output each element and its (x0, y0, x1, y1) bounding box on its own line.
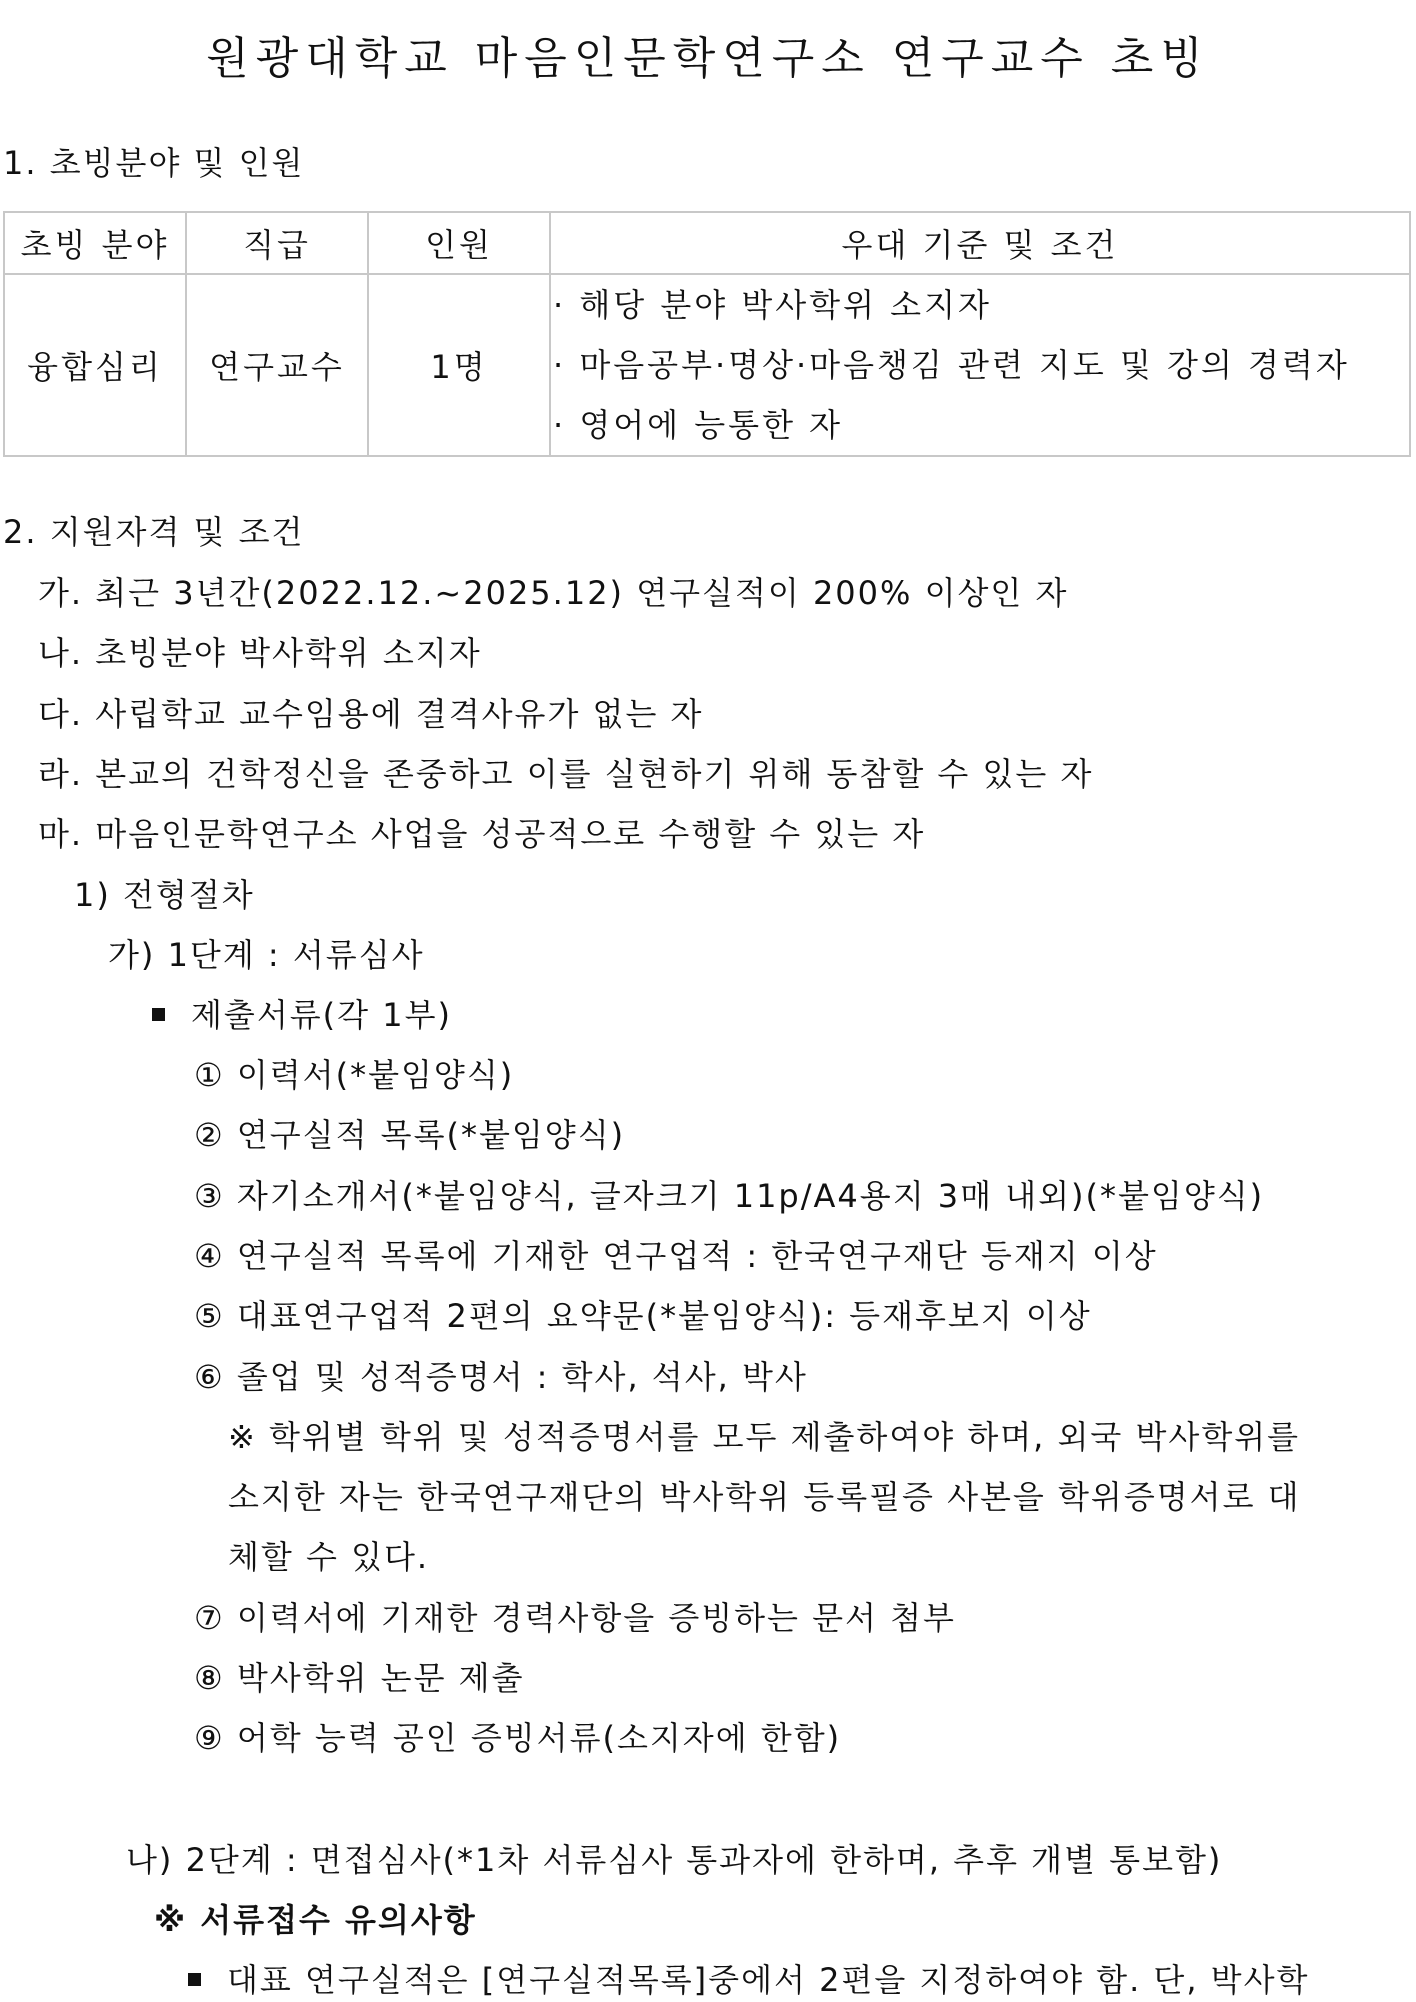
qualification-item: 라. 본교의 건학정신을 존중하고 이를 실현하기 위해 동참할 수 있는 자 (38, 755, 1094, 793)
document-item: ① 이력서(*붙임양식) (194, 1056, 515, 1094)
document-item: ⑦ 이력서에 기재한 경력사항을 증빙하는 문서 첨부 (194, 1599, 956, 1637)
cell-conditions (550, 274, 1410, 456)
condition-item: · 영어에 능통한 자 (553, 406, 844, 444)
document-item: ⑤ 대표연구업적 2편의 요약문(*붙임양식): 등재후보지 이상 (194, 1297, 1092, 1335)
document-item: ⑧ 박사학위 논문 제출 (194, 1659, 525, 1697)
condition-item: · 마음공부·명상·마음챙김 관련 지도 및 강의 경력자 (553, 346, 1350, 384)
column-header-count: 인원 (368, 212, 550, 274)
cell-rank: 연구교수 (186, 274, 368, 456)
degree-note-line: 체할 수 있다. (228, 1538, 430, 1576)
cell-count: 1명 (368, 274, 550, 456)
qualification-item: 다. 사립학교 교수임용에 결격사유가 없는 자 (38, 695, 704, 733)
degree-note-line: ※ 학위별 학위 및 성적증명서를 모두 제출하여야 하며, 외국 박사학위를 (228, 1418, 1301, 1456)
table-row (4, 274, 1410, 456)
notice-item: 대표 연구실적은 [연구실적목록]중에서 2편을 지정하여야 함. 단, 박사학 (188, 1958, 1309, 2002)
column-header-rank: 직급 (186, 212, 368, 274)
table-header-row (4, 212, 1410, 274)
cell-field: 융합심리 (4, 274, 186, 456)
qualification-item: 마. 마음인문학연구소 사업을 성공적으로 수행할 수 있는 자 (38, 815, 926, 853)
document-item: ⑥ 졸업 및 성적증명서 : 학사, 석사, 박사 (194, 1358, 808, 1396)
section-2-heading: 2. 지원자격 및 조건 (3, 513, 305, 551)
degree-note-line: 소지한 자는 한국연구재단의 박사학위 등록필증 사본을 학위증명서로 대 (228, 1478, 1301, 1516)
qualification-item: 가. 최근 3년간(2022.12.~2025.12) 연구실적이 200% 이상인 자 (38, 574, 1069, 612)
section-1-heading: 1. 초빙분야 및 인원 (3, 144, 305, 182)
recruitment-table (3, 211, 1411, 457)
document-item: ⑨ 어학 능력 공인 증빙서류(소지자에 한함) (194, 1719, 842, 1757)
documents-heading: 제출서류(각 1부) (152, 993, 452, 1037)
document-item: ③ 자기소개서(*붙임양식, 글자크기 11p/A4용지 3매 내외)(*붙임양식) (194, 1177, 1265, 1215)
condition-item: · 해당 분야 박사학위 소지자 (553, 286, 992, 324)
column-header-conditions: 우대 기준 및 조건 (550, 212, 1410, 274)
procedure-heading: 1) 전형절차 (74, 876, 255, 914)
document-item: ④ 연구실적 목록에 기재한 연구업적 : 한국연구재단 등재지 이상 (194, 1237, 1158, 1275)
column-header-field: 초빙 분야 (4, 212, 186, 274)
stage-2-heading: 나) 2단계 : 면접심사(*1차 서류심사 통과자에 한하며, 추후 개별 통보함) (126, 1841, 1223, 1879)
document-item: ② 연구실적 목록(*붙임양식) (194, 1116, 626, 1154)
qualification-item: 나. 초빙분야 박사학위 소지자 (38, 634, 482, 672)
page-title: 원광대학교 마음인문학연구소 연구교수 초빙 (206, 33, 1210, 84)
notice-heading: ※ 서류접수 유의사항 (154, 1901, 477, 1939)
stage-1-heading: 가) 1단계 : 서류심사 (108, 936, 425, 974)
